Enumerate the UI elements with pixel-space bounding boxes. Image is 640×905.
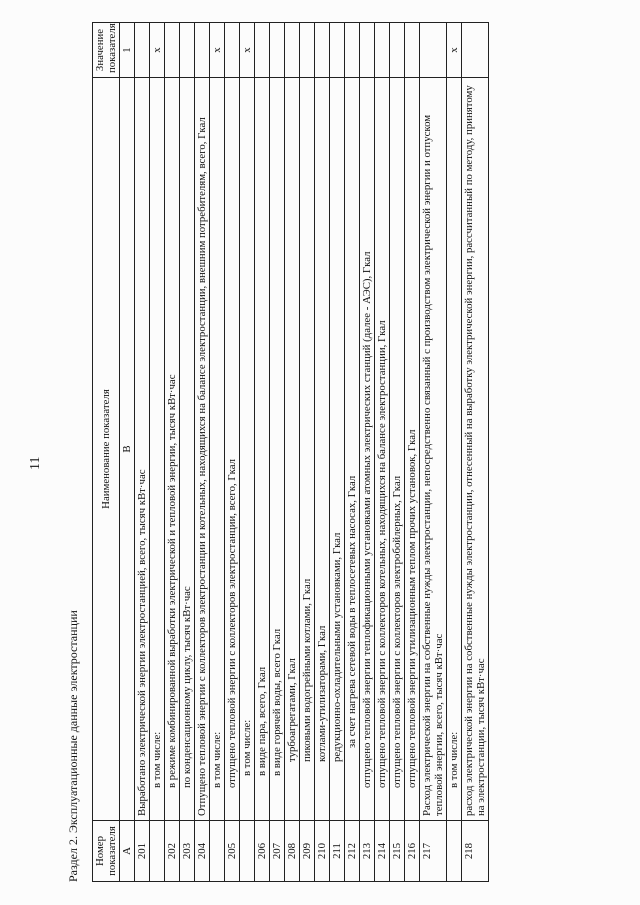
- row-name: в том числе:: [150, 78, 165, 821]
- table-row: [180, 23, 195, 882]
- header-name: Наименование показателя: [93, 78, 120, 821]
- row-number: 211: [330, 821, 345, 882]
- row-number: 210: [315, 821, 330, 882]
- rotated-content: [18, 10, 628, 890]
- table-row: [420, 23, 447, 882]
- row-number: 205: [225, 821, 240, 882]
- row-number: 201: [135, 821, 150, 882]
- row-value: [180, 23, 195, 78]
- table-row: [165, 23, 180, 882]
- row-name: за счет нагрева сетевой воды в теплосетевых насосах, Гкал: [345, 78, 360, 821]
- row-name: Выработано электрической энергии электростанцией, всего, тысяч кВт·час: [135, 78, 150, 821]
- row-value: [255, 23, 270, 78]
- code-name: В: [120, 78, 135, 821]
- row-name: отпущено тепловой энергии с коллекторов электростанции, всего, Гкал: [225, 78, 240, 821]
- table-row: [345, 23, 360, 882]
- table-row: [135, 23, 150, 882]
- row-value: [405, 23, 420, 78]
- row-number: 203: [180, 821, 195, 882]
- table-row: [315, 23, 330, 882]
- row-number: 213: [360, 821, 375, 882]
- row-name: пиковыми водогрейными котлами, Гкал: [300, 78, 315, 821]
- table-row: [300, 23, 315, 882]
- row-value: [390, 23, 405, 78]
- row-value: [225, 23, 240, 78]
- table-row: [390, 23, 405, 882]
- row-value: [330, 23, 345, 78]
- row-number: 216: [405, 821, 420, 882]
- row-value: х: [447, 23, 462, 78]
- row-name: расход электрической энергии на собственные нужды электростанции, отнесенный на выработку электрической энергии, рассчитанный по методу, принятому на электростанции, тысяч кВт·час: [462, 78, 489, 821]
- table-row: [210, 23, 225, 882]
- row-number: [150, 821, 165, 882]
- table-header-row: [93, 23, 120, 882]
- row-name: отпущено тепловой энергии теплофикационными установками атомных электрических станций (далее - АЭС), Гкал: [360, 78, 375, 821]
- row-number: [447, 821, 462, 882]
- code-number: А: [120, 821, 135, 882]
- row-name: Отпущено тепловой энергии с коллекторов электростанции и котельных, находящихся на балансе электростанции, внешним потребителям, всего, Гкал: [195, 78, 210, 821]
- row-value: [315, 23, 330, 78]
- row-name: Расход электрической энергии на собственные нужды электростанции, непосредственно связанный с производством электрической энергии и отпуском тепловой энергии, всего, тысяч кВт·час: [420, 78, 447, 821]
- table-row: [375, 23, 390, 882]
- table-row: [240, 23, 255, 882]
- row-value: [462, 23, 489, 78]
- header-value: Значение показателя: [93, 23, 120, 78]
- row-value: [300, 23, 315, 78]
- row-value: [345, 23, 360, 78]
- row-name: редукционно-охладительными установками, Гкал: [330, 78, 345, 821]
- row-name: в виде пара, всего, Гкал: [255, 78, 270, 821]
- row-name: в том числе:: [210, 78, 225, 821]
- indicators-table: [92, 22, 489, 882]
- header-number: Номер показателя: [93, 821, 120, 882]
- row-value: [375, 23, 390, 78]
- row-number: 204: [195, 821, 210, 882]
- row-number: 207: [270, 821, 285, 882]
- table-row: [330, 23, 345, 882]
- section-title: Раздел 2. Эксплуатационные данные электростанции: [66, 610, 80, 882]
- row-name: турбоагрегатами, Гкал: [285, 78, 300, 821]
- row-name: в виде горячей воды, всего Гкал: [270, 78, 285, 821]
- table-row: [360, 23, 375, 882]
- row-name: в том числе:: [447, 78, 462, 821]
- row-number: [240, 821, 255, 882]
- row-number: 218: [462, 821, 489, 882]
- row-number: 206: [255, 821, 270, 882]
- row-value: [135, 23, 150, 78]
- row-name: котлами-утилизаторами, Гкал: [315, 78, 330, 821]
- table-row: [195, 23, 210, 882]
- table-row: [285, 23, 300, 882]
- row-value: х: [150, 23, 165, 78]
- row-name: в том числе:: [240, 78, 255, 821]
- row-number: 202: [165, 821, 180, 882]
- row-number: 215: [390, 821, 405, 882]
- row-name: отпущено тепловой энергии утилизационным теплом прочих установок, Гкал: [405, 78, 420, 821]
- code-value: 1: [120, 23, 135, 78]
- row-value: [285, 23, 300, 78]
- row-number: 214: [375, 821, 390, 882]
- row-number: 212: [345, 821, 360, 882]
- table-row: [270, 23, 285, 882]
- row-name: в режиме комбинированной выработки электрической и тепловой энергии, тысяч кВт·час: [165, 78, 180, 821]
- row-value: [165, 23, 180, 78]
- row-value: [360, 23, 375, 78]
- table-code-row: [120, 23, 135, 882]
- row-number: [210, 821, 225, 882]
- table-row: [447, 23, 462, 882]
- row-number: 209: [300, 821, 315, 882]
- table-row: [150, 23, 165, 882]
- table-row: [225, 23, 240, 882]
- row-number: 217: [420, 821, 447, 882]
- row-number: 208: [285, 821, 300, 882]
- row-name: по конденсационному циклу, тысяч кВт·час: [180, 78, 195, 821]
- row-value: [195, 23, 210, 78]
- table-row: [462, 23, 489, 882]
- row-name: отпущено тепловой энергии с коллекторов котельных, находящихся на балансе электростанции, Гкал: [375, 78, 390, 821]
- row-value: [270, 23, 285, 78]
- row-name: отпущено тепловой энергии с коллекторов электробойлерных, Гкал: [390, 78, 405, 821]
- page-number: 11: [28, 456, 43, 470]
- table-row: [255, 23, 270, 882]
- row-value: х: [210, 23, 225, 78]
- row-value: [420, 23, 447, 78]
- table-row: [405, 23, 420, 882]
- row-value: х: [240, 23, 255, 78]
